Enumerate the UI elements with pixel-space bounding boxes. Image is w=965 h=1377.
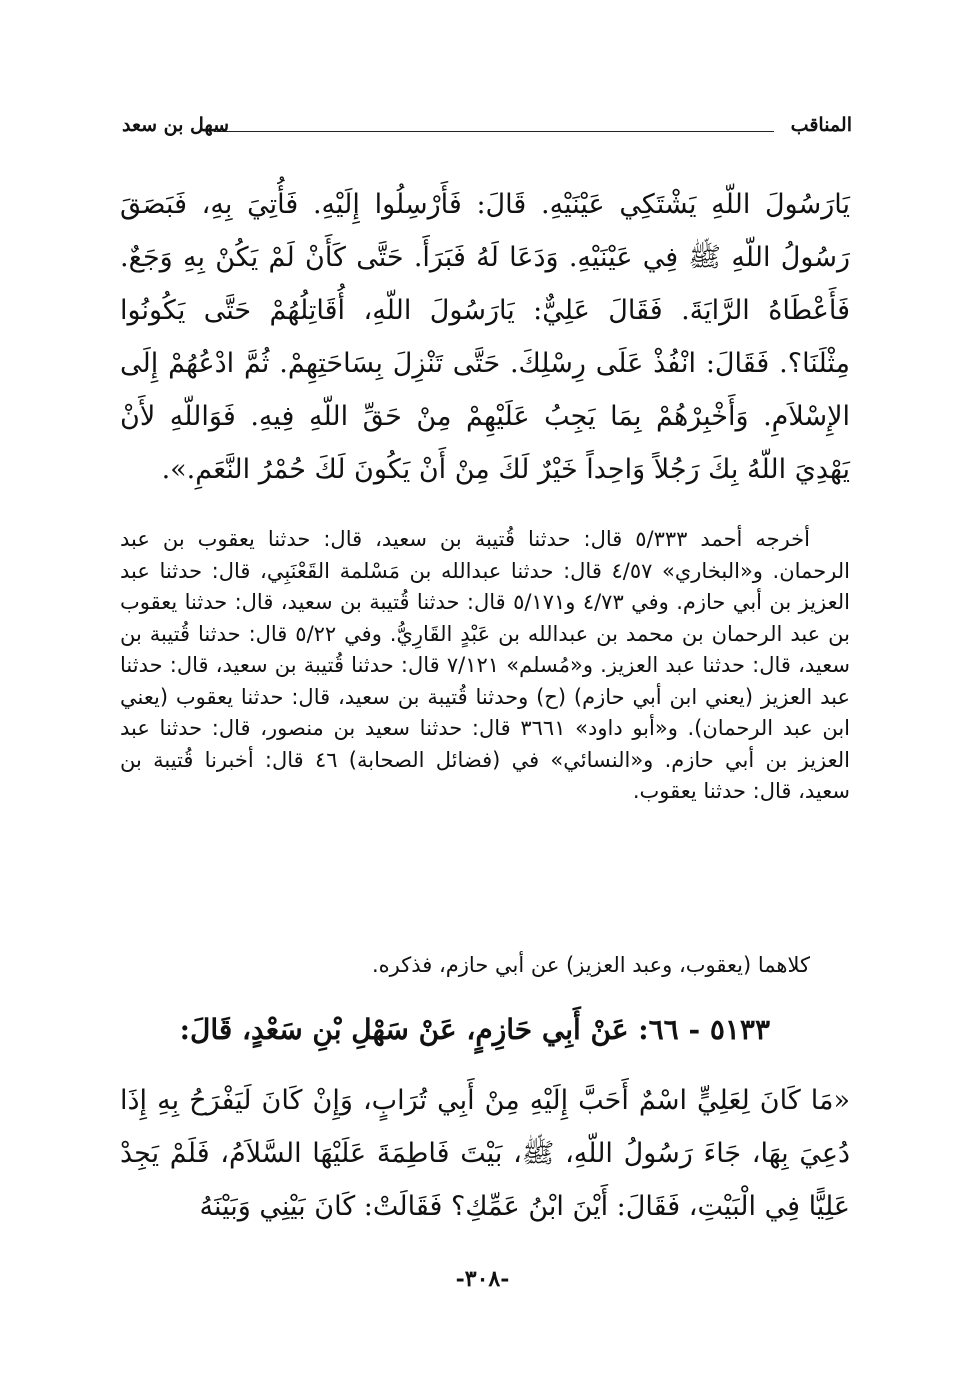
takhrij-text: أخرجه أحمد ٥/٣٣٣ قال: حدثنا قُتيبة بن سعيد، قال: حدثنا يعقوب بن عبد الرحمان. و«البخاري» ٤/٥٧ قال: حدثنا عبدالله بن مَسْلمة القَعْنَبِي، قال: حدثنا عبد العزيز بن أبي حازم. وفي ٤/٧٣ و٥/١٧١ قال: حدثنا قُتيبة بن سعيد، قال: حدثنا يعقوب بن عبد الرحمان بن محمد بن عبدالله بن عَبْدٍ القَارِيُّ. وفي ٥/٢٢ قال: حدثنا قُتيبة بن سعيد، قال: حدثنا عبد العزيز. و«مُسلم» ٧/١٢١ قال: حدثنا قُتيبة بن سعيد، قال: حدثنا عبد العزيز (يعني ابن أبي حازم) (ح) وحدثنا قُتيبة بن سعيد، قال: حدثنا يعقوب (يعني ابن عبد الرحمان). و«أبو داود» ٣٦٦١ قال: حدثنا سعيد بن منصور، قال: حدثنا عبد العزيز بن أبي حازم. و«النسائي» في (فضائل الصحابة) ٤٦ قال: أخبرنا قُتيبة بن سعيد، قال: حدثنا يعقوب. <box>120 527 851 803</box>
hadith-body <box>120 1074 850 1233</box>
hadith-body-text: «مَا كَانَ لِعَلِيٍّ اسْمٌ أَحَبَّ إِلَيْهِ مِنْ أَبِي تُرَابٍ، وَإِنْ كَانَ لَيَفْرَحُ بِهِ إِذَا دُعِيَ بِهَا، جَاءَ رَسُولُ اللّهِ، ﷺ، بَيْتَ فَاطِمَةَ عَلَيْهَا السَّلاَمُ، فَلَمْ يَجِدْ عَلِيًّا فِي الْبَيْتِ، فَقَالَ: أَيْنَ ابْنُ عَمِّكِ؟ فَقَالَتْ: كَانَ بَيْنِي وَبَيْنَهُ <box>120 1085 850 1222</box>
takhrij-block <box>120 524 850 808</box>
page-number: -٣٠٨- <box>455 1266 510 1292</box>
header-subject-title: سهل بن سعد <box>122 114 230 136</box>
hadith-heading-text: ٥١٣٣ - ٦٦: عَنْ أَبِي حَازِمٍ، عَنْ سَهْلِ بْنِ سَعْدٍ، قَالَ: <box>179 1013 770 1046</box>
header-rule <box>214 131 774 132</box>
takhrij-conclusion-text: كلاهما (يعقوب، وعبد العزيز) عن أبي حازم، فذكره. <box>372 953 810 977</box>
hadith-heading <box>120 1006 850 1054</box>
running-header <box>122 104 852 144</box>
hadith-continuation <box>120 178 850 496</box>
header-section-title: المناقب <box>790 114 852 136</box>
hadith-continuation-text: يَارَسُولَ اللّهِ يَشْتَكِي عَيْنَيْهِ. قَالَ: فَأَرْسِلُوا إِلَيْهِ. فَأُتِيَ بِهِ، فَبَصَقَ رَسُولُ اللّهِ ﷺ فِي عَيْنَيْهِ. وَدَعَا لَهُ فَبَرَأَ. حَتَّى كَأَنْ لَمْ يَكُنْ بِهِ وَجَعٌ. فَأَعْطَاهُ الرَّايَةَ. فَقَالَ عَلِيٌّ: يَارَسُولَ اللّهِ، أُقَاتِلُهُمْ حَتَّى يَكُونُوا مِثْلَنَا؟. فَقَالَ: انْفُذْ عَلَى رِسْلِكَ. حَتَّى تَنْزِلَ بِسَاحَتِهِمْ. ثُمَّ ادْعُهُمْ إِلَى الإِسْلاَمِ. وَأَخْبِرْهُمْ بِمَا يَجِبُ عَلَيْهِمْ مِنْ حَقِّ اللّهِ فِيهِ. فَوَاللّهِ لأَنْ يَهْدِيَ اللّهُ بِكَ رَجُلاً وَاحِداً خَيْرٌ لَكَ مِنْ أَنْ يَكُونَ لَكَ حُمْرُ النَّعَمِ.». <box>120 189 850 485</box>
takhrij-conclusion <box>120 950 850 981</box>
